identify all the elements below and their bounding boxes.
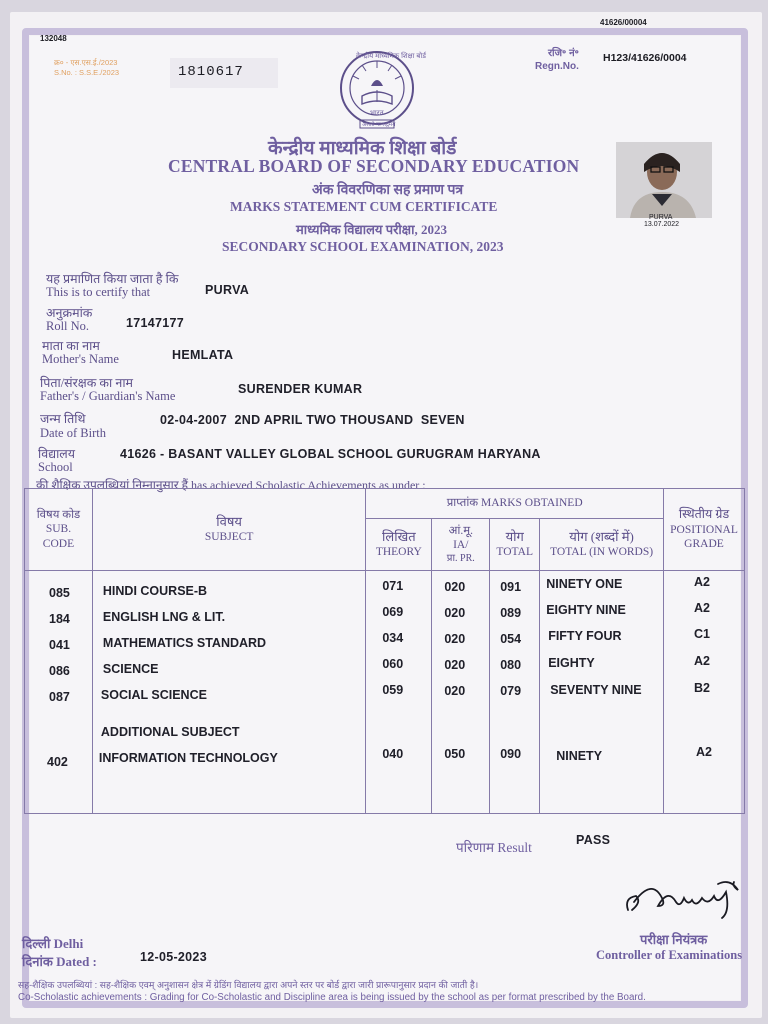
date-of-birth: 02-04-2007 2ND APRIL TWO THOUSAND SEVEN <box>160 413 465 427</box>
header-subject-english: SUBJECT <box>204 531 254 544</box>
dated-hindi: दिनांक <box>22 954 53 969</box>
serial-number: 1810617 <box>178 64 244 80</box>
marks-table <box>24 488 745 814</box>
dated-english: Dated : <box>56 954 97 969</box>
exam-name-hindi: माध्यमिक विद्यालय परीक्षा, 2023 <box>296 222 447 237</box>
roll-label-hindi: अनुक्रमांक <box>46 306 93 320</box>
grade-cell: C1 <box>693 627 710 641</box>
student-photo <box>616 142 712 218</box>
header-total <box>490 519 540 571</box>
theory-cell: 069 <box>382 605 404 619</box>
words-cell: FIFTY FOUR <box>548 629 622 643</box>
controller-signature-icon <box>622 872 750 922</box>
code-cell: 184 <box>49 612 70 626</box>
regn-number: H123/41626/0004 <box>603 52 687 64</box>
header-words-english: TOTAL (IN WORDS) <box>550 546 654 559</box>
header-words-hindi: योग (शब्दों में) <box>569 529 634 545</box>
emblem-top-text: केन्द्रीय माध्यमिक शिक्षा बोर्ड <box>356 53 426 60</box>
certify-label-hindi: यह प्रमाणित किया जाता है कि <box>46 272 179 286</box>
header-marks-english: MARKS OBTAINED <box>481 497 583 510</box>
total-cell: 079 <box>500 684 522 698</box>
subject-cell: MATHEMATICS STANDARD <box>102 636 267 650</box>
theory-cell: 040 <box>382 747 404 761</box>
mother-name: HEMLATA <box>172 348 234 362</box>
header-ia <box>432 519 490 571</box>
words-cell: NINETY <box>556 749 603 763</box>
controller-title-english: Controller of Examinations <box>596 948 743 962</box>
co-scholastic-note-english: Co-Scholastic achievements : Grading for Co-Scholastic and Discipline area is being issued by the school as per format prescribed by the Board. <box>18 992 646 1003</box>
place-hindi: दिल्ली <box>22 936 51 951</box>
header-grade-hindi: स्थितीय ग्रेड <box>678 507 730 522</box>
ia-column <box>432 571 490 814</box>
grade-cell: A2 <box>693 601 710 615</box>
header-positional-grade <box>663 489 744 571</box>
student-portrait-icon <box>616 142 712 218</box>
table-body-row <box>25 571 745 814</box>
ia-cell: 020 <box>444 658 466 672</box>
ia-cell: 020 <box>444 684 466 698</box>
photo-name: PURVA <box>649 214 673 221</box>
subject-cell: SOCIAL SCIENCE <box>100 688 207 702</box>
certificate-title-english: MARKS STATEMENT CUM CERTIFICATE <box>230 199 498 214</box>
school-name: 41626 - BASANT VALLEY GLOBAL SCHOOL GURUGRAM HARYANA <box>120 447 541 461</box>
result-label-english: Result <box>497 840 532 855</box>
header-total-english: TOTAL <box>496 546 533 559</box>
grade-cell: A2 <box>693 654 710 668</box>
ia-cell: 020 <box>444 580 466 594</box>
total-cell: 054 <box>500 632 522 646</box>
code-cell: 086 <box>49 664 70 678</box>
words-column <box>540 571 664 814</box>
grade-cell: A2 <box>695 745 712 759</box>
mother-label-hindi: माता का नाम <box>42 339 100 353</box>
dob-label-english: Date of Birth <box>40 426 106 440</box>
grade-cell: A2 <box>693 575 710 589</box>
header-ia-pr: प्रा. PR. <box>446 552 475 564</box>
ia-cell: 020 <box>444 606 466 620</box>
header-sub-code-hindi: विषय कोड <box>36 508 81 521</box>
header-marks-hindi: प्राप्तांक <box>446 497 479 510</box>
co-scholastic-note-hindi: सह-शैक्षिक उपलब्धियां : सह-शैक्षिक एवम् अनुशासन क्षेत्र में ग्रेडिंग विद्यालय द्वारा अपने स्तर पर बोर्ड द्वारा जारी प्रारूपानुसार प्रदान की जाती है। <box>18 980 479 990</box>
words-cell: SEVENTY NINE <box>550 683 642 697</box>
header-subject <box>92 489 365 571</box>
code-cell: 402 <box>47 755 68 769</box>
grade-cell: B2 <box>693 681 710 695</box>
subject-cell: SCIENCE <box>102 662 159 676</box>
words-cell: NINETY ONE <box>546 577 623 591</box>
header-theory-english: THEORY <box>375 546 422 559</box>
theory-cell: 071 <box>382 579 404 593</box>
result-value: PASS <box>576 833 611 847</box>
total-cell: 090 <box>500 747 522 761</box>
total-cell: 089 <box>500 606 522 620</box>
achievement-line-hindi: की शैक्षिक उपलब्धियां निम्नानुसार हैं <box>36 478 189 492</box>
words-cell: EIGHTY <box>548 656 595 670</box>
result-label-hindi: परिणाम <box>456 840 495 855</box>
header-sub-code-english-2: CODE <box>42 537 75 550</box>
dated-label <box>22 952 97 970</box>
father-label-hindi: पिता/संरक्षक का नाम <box>40 376 134 390</box>
regn-label-hi: रजि॰ नं॰ <box>547 48 579 59</box>
total-column <box>490 571 540 814</box>
exam-name-english: SECONDARY SCHOOL EXAMINATION, 2023 <box>222 239 504 254</box>
result-label <box>456 838 532 856</box>
codes-column <box>25 571 93 814</box>
header-subject-hindi: विषय <box>216 514 242 530</box>
emblem-motto: असतो मा सद्गमय <box>362 122 396 128</box>
board-name-hindi: केन्द्रीय माध्यमिक शिक्षा बोर्ड <box>268 138 457 159</box>
student-name: PURVA <box>205 283 250 297</box>
header-theory-hindi: लिखित <box>382 529 416 545</box>
theory-cell: 060 <box>382 657 404 671</box>
subject-cell: INFORMATION TECHNOLOGY <box>98 751 278 765</box>
additional-subject-label: ADDITIONAL SUBJECT <box>100 725 240 739</box>
header-ia-hindi: आं.मू. <box>448 524 473 537</box>
serial-label-hi: क्र० - एस.एस.ई./2023 <box>54 58 118 67</box>
dob-label-hindi: जन्म तिथि <box>40 412 86 426</box>
achievement-line-english: has achieved Scholastic Achievements as under : <box>191 478 426 492</box>
certify-label-english: This is to certify that <box>46 285 151 299</box>
total-cell: 080 <box>500 658 522 672</box>
serial-label <box>54 58 119 78</box>
mother-label-english: Mother's Name <box>42 352 119 366</box>
grade-column <box>663 571 744 814</box>
place-english: Delhi <box>53 936 84 951</box>
code-cell: 085 <box>49 586 70 600</box>
board-name-english: CENTRAL BOARD OF SECONDARY EDUCATION <box>168 156 580 176</box>
left-serial: 132048 <box>40 34 67 43</box>
theory-cell: 059 <box>382 683 404 697</box>
header-grade-english-2: GRADE <box>684 538 724 551</box>
ia-cell: 020 <box>444 632 466 646</box>
subjects-column <box>92 571 365 814</box>
theory-cell: 034 <box>382 631 404 645</box>
header-total-hindi: योग <box>505 529 524 545</box>
right-serial: 41626/00004 <box>600 18 647 27</box>
total-cell: 091 <box>500 580 522 594</box>
father-name: SURENDER KUMAR <box>238 382 363 396</box>
theory-column <box>366 571 432 814</box>
header-theory <box>366 519 432 571</box>
ia-cell: 050 <box>444 747 466 761</box>
header-grade-english-1: POSITIONAL <box>670 523 738 536</box>
header-total-words <box>540 519 664 571</box>
subject-cell: HINDI COURSE-B <box>102 584 208 598</box>
roll-label-english: Roll No. <box>46 319 90 333</box>
code-cell: 041 <box>49 638 70 652</box>
photo-date: 13.07.2022 <box>644 221 680 228</box>
words-cell: EIGHTY NINE <box>546 603 626 617</box>
regn-label-en: Regn.No. <box>535 61 579 72</box>
subject-cell: ENGLISH LNG & LIT. <box>102 610 226 624</box>
regn-label <box>535 47 579 73</box>
header-ia-english: IA/ <box>453 539 469 552</box>
place <box>22 934 83 952</box>
issue-date: 12-05-2023 <box>140 950 207 964</box>
serial-label-en: S.No. : S.S.E./2023 <box>54 67 120 77</box>
father-label-english: Father's / Guardian's Name <box>40 389 176 403</box>
emblem-bottom-text: भारत <box>370 110 384 117</box>
roll-number: 17147177 <box>126 316 185 330</box>
header-sub-code-english-1: SUB. <box>45 523 72 536</box>
code-cell: 087 <box>49 690 70 704</box>
controller-title-hindi: परीक्षा नियंत्रक <box>640 932 708 947</box>
header-marks-obtained <box>366 489 664 519</box>
header-sub-code <box>25 489 93 571</box>
school-label-english: School <box>38 460 73 474</box>
school-label-hindi: विद्यालय <box>38 447 76 461</box>
certificate-title-hindi: अंक विवरणिका सह प्रमाण पत्र <box>312 183 464 198</box>
